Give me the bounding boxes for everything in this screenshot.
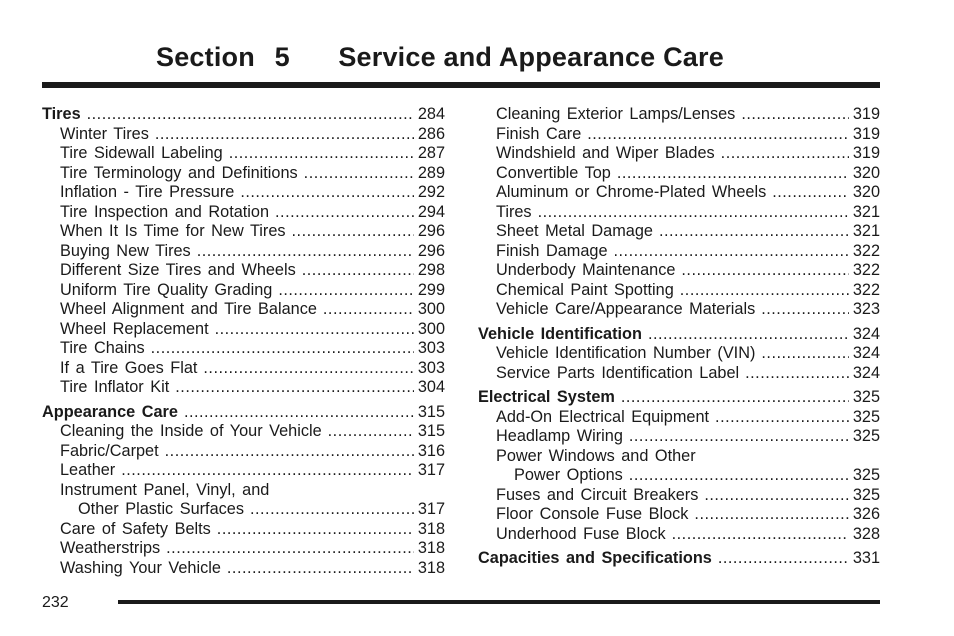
- toc-entry[interactable]: [42, 422, 445, 442]
- dot-leader: [718, 549, 849, 569]
- dot-leader: [151, 339, 414, 359]
- toc-entry-page: 315: [417, 402, 445, 421]
- section-word: Section: [156, 42, 255, 72]
- toc-left-column: [42, 105, 445, 578]
- toc-entry-page: 296: [417, 241, 445, 260]
- toc-entry-label: Vehicle Care/Appearance Materials: [496, 300, 756, 318]
- toc-entry-page: 319: [852, 124, 880, 143]
- toc-entry[interactable]: [42, 261, 445, 281]
- toc-entry-page: 317: [417, 461, 445, 479]
- dot-leader: [278, 281, 414, 301]
- toc-entry[interactable]: [42, 300, 445, 320]
- toc-entry-label: Washing Your Vehicle: [60, 558, 221, 577]
- toc-entry-page: 324: [852, 324, 880, 343]
- toc-entry-page: 323: [852, 300, 880, 318]
- toc-entry[interactable]: [478, 125, 880, 145]
- toc-entry-label: Weatherstrips: [60, 539, 161, 557]
- toc-entry-label: Tires: [42, 105, 81, 123]
- toc-entry-page: 331: [852, 549, 880, 567]
- toc-entry-page: 326: [852, 505, 880, 523]
- dot-leader: [184, 403, 414, 423]
- dot-leader: [659, 222, 849, 242]
- toc-entry-label: Windshield and Wiper Blades: [496, 144, 715, 162]
- dot-leader: [323, 300, 414, 320]
- toc-entry-label: Convertible Top: [496, 163, 611, 182]
- toc-entry[interactable]: [42, 125, 445, 145]
- toc-entry-page: 325: [852, 388, 880, 406]
- toc-entry-page: 320: [852, 163, 880, 182]
- toc-entry-page: 325: [852, 427, 880, 445]
- dot-leader: [227, 559, 414, 579]
- toc-entry[interactable]: [478, 505, 880, 525]
- toc-entry-label: Headlamp Wiring: [496, 427, 623, 445]
- toc-entry[interactable]: [478, 105, 880, 125]
- toc-entry-label: Instrument Panel, Vinyl, and: [60, 480, 270, 499]
- toc-entry-label: Care of Safety Belts: [60, 519, 211, 538]
- toc-entry[interactable]: [42, 500, 445, 520]
- toc-heading-entry[interactable]: [478, 549, 880, 569]
- dot-leader: [681, 261, 848, 281]
- dot-leader: [680, 281, 849, 301]
- toc-entry-page: 324: [852, 363, 880, 382]
- toc-entry[interactable]: [478, 222, 880, 242]
- toc-right-column: [478, 105, 880, 569]
- dot-leader: [704, 486, 848, 506]
- toc-entry-label: Tire Inspection and Rotation: [60, 202, 270, 221]
- toc-entry-label: Winter Tires: [60, 124, 149, 143]
- toc-entry[interactable]: [42, 481, 445, 501]
- toc-entry[interactable]: [478, 447, 880, 467]
- dot-leader: [275, 203, 414, 223]
- dot-leader: [761, 300, 849, 320]
- dot-leader: [629, 427, 849, 447]
- toc-entry-label: Tire Chains: [60, 339, 145, 357]
- dot-leader: [617, 164, 849, 184]
- toc-entry[interactable]: [42, 320, 445, 340]
- section-number: 5: [274, 42, 290, 72]
- toc-entry-label: Appearance Care: [42, 402, 178, 421]
- dot-leader: [240, 183, 414, 203]
- toc-entry-page: 284: [417, 105, 445, 123]
- toc-entry-page: 318: [417, 519, 445, 538]
- toc-entry-label: When It Is Time for New Tires: [60, 222, 286, 240]
- toc-entry-label: Buying New Tires: [60, 241, 191, 260]
- toc-entry-page: 315: [417, 422, 445, 440]
- dot-leader: [745, 364, 849, 384]
- dot-leader: [217, 520, 414, 540]
- dot-leader: [304, 164, 414, 184]
- toc-entry[interactable]: [478, 183, 880, 203]
- toc-entry-label: Fabric/Carpet: [60, 441, 159, 460]
- toc-entry-label: Cleaning Exterior Lamps/Lenses: [496, 105, 736, 123]
- toc-entry[interactable]: [42, 461, 445, 481]
- toc-entry-page: 325: [852, 485, 880, 504]
- toc-entry[interactable]: [42, 144, 445, 164]
- toc-entry[interactable]: [478, 466, 880, 486]
- dot-leader: [694, 505, 848, 525]
- toc-heading-entry[interactable]: [478, 388, 880, 408]
- toc-entry[interactable]: [478, 427, 880, 447]
- toc-entry-page: 325: [852, 407, 880, 426]
- toc-entry-page: 321: [852, 202, 880, 221]
- toc-entry-label: Tire Sidewall Labeling: [60, 144, 223, 162]
- toc-entry-label: If a Tire Goes Flat: [60, 358, 198, 377]
- toc-entry[interactable]: [478, 144, 880, 164]
- toc-entry-label: Power Windows and Other: [496, 446, 696, 465]
- dot-leader: [175, 378, 414, 398]
- dot-leader: [203, 359, 413, 379]
- toc-entry-label: Underhood Fuse Block: [496, 524, 666, 543]
- toc-entry-page: 322: [852, 241, 880, 260]
- toc-entry-label: Cleaning the Inside of Your Vehicle: [60, 422, 322, 440]
- toc-entry-label: Fuses and Circuit Breakers: [496, 485, 699, 504]
- dot-leader: [165, 442, 414, 462]
- toc-entry-label: Power Options: [514, 466, 623, 484]
- toc-entry-page: 296: [417, 222, 445, 240]
- dot-leader: [166, 539, 414, 559]
- toc-entry[interactable]: [42, 339, 445, 359]
- header-rule: [42, 82, 880, 88]
- toc-heading-entry[interactable]: [42, 105, 445, 125]
- toc-entry-label: Finish Care: [496, 124, 582, 143]
- dot-leader: [761, 344, 848, 364]
- toc-entry-label: Chemical Paint Spotting: [496, 280, 674, 299]
- toc-entry-label: Other Plastic Surfaces: [78, 500, 244, 518]
- toc-entry-label: Sheet Metal Damage: [496, 222, 653, 240]
- toc-entry-label: Add-On Electrical Equipment: [496, 407, 710, 426]
- dot-leader: [302, 261, 414, 281]
- toc-entry-page: 289: [417, 163, 445, 182]
- toc-entry-label: Finish Damage: [496, 241, 608, 260]
- page-number: 232: [42, 594, 69, 611]
- dot-leader: [672, 525, 849, 545]
- toc-entry-page: 317: [417, 500, 445, 518]
- toc-entry-page: 303: [417, 339, 445, 357]
- toc-entry[interactable]: [478, 281, 880, 301]
- toc-entry-page: 300: [417, 319, 445, 338]
- toc-entry[interactable]: [42, 559, 445, 579]
- toc-entry[interactable]: [42, 222, 445, 242]
- toc-entry-label: Vehicle Identification Number (VIN): [496, 344, 756, 362]
- toc-entry[interactable]: [478, 486, 880, 506]
- toc-entry-label: Wheel Replacement: [60, 319, 209, 338]
- toc-entry[interactable]: [42, 539, 445, 559]
- toc-entry-label: Underbody Maintenance: [496, 261, 676, 279]
- toc-entry[interactable]: [42, 203, 445, 223]
- toc-heading-entry[interactable]: [42, 403, 445, 423]
- toc-entry-label: Capacities and Specifications: [478, 549, 712, 567]
- dot-leader: [155, 125, 414, 145]
- toc-entry-page: 303: [417, 358, 445, 377]
- toc-entry[interactable]: [478, 261, 880, 281]
- dot-leader: [741, 105, 849, 125]
- dot-leader: [648, 325, 849, 345]
- toc-entry[interactable]: [42, 281, 445, 301]
- section-title: [156, 42, 724, 73]
- toc-entry-label: Electrical System: [478, 388, 615, 406]
- toc-entry-page: 318: [417, 539, 445, 557]
- toc-entry-page: 299: [417, 280, 445, 299]
- toc-entry-page: 320: [852, 183, 880, 201]
- section-heading: Service and Appearance Care: [338, 42, 724, 72]
- toc-entry-page: 319: [852, 105, 880, 123]
- toc-entry[interactable]: [42, 183, 445, 203]
- toc-entry[interactable]: [478, 164, 880, 184]
- dot-leader: [721, 144, 849, 164]
- dot-leader: [197, 242, 414, 262]
- dot-leader: [621, 388, 849, 408]
- toc-entry-page: 322: [852, 280, 880, 299]
- dot-leader: [614, 242, 849, 262]
- toc-entry[interactable]: [42, 242, 445, 262]
- dot-leader: [215, 320, 414, 340]
- dot-leader: [715, 408, 849, 428]
- toc-entry[interactable]: [478, 344, 880, 364]
- toc-entry-label: Vehicle Identification: [478, 324, 642, 343]
- toc-entry[interactable]: [478, 300, 880, 320]
- dot-leader: [250, 500, 414, 520]
- toc-entry-label: Tire Terminology and Definitions: [60, 163, 298, 182]
- toc-entry[interactable]: [478, 364, 880, 384]
- toc-entry-label: Wheel Alignment and Tire Balance: [60, 300, 317, 318]
- toc-entry-page: 286: [417, 124, 445, 143]
- toc-entry-label: Different Size Tires and Wheels: [60, 261, 296, 279]
- dot-leader: [538, 203, 849, 223]
- toc-entry-page: 298: [417, 261, 445, 279]
- toc-heading-entry[interactable]: [478, 325, 880, 345]
- toc-entry-page: 304: [417, 378, 445, 396]
- toc-entry-label: Tire Inflator Kit: [60, 378, 170, 396]
- dot-leader: [629, 466, 849, 486]
- toc-entry-label: Service Parts Identification Label: [496, 363, 740, 382]
- toc-entry-label: Inflation - Tire Pressure: [60, 183, 235, 201]
- toc-entry-label: Aluminum or Chrome-Plated Wheels: [496, 183, 767, 201]
- toc-entry-page: 294: [417, 202, 445, 221]
- dot-leader: [772, 183, 849, 203]
- toc-entry[interactable]: [478, 408, 880, 428]
- toc-entry[interactable]: [42, 442, 445, 462]
- footer-rule: [118, 600, 880, 604]
- toc-entry-label: Tires: [496, 202, 532, 221]
- dot-leader: [292, 222, 414, 242]
- toc-entry-page: 287: [417, 144, 445, 162]
- toc-entry-page: 319: [852, 144, 880, 162]
- toc-entry[interactable]: [478, 203, 880, 223]
- dot-leader: [328, 422, 414, 442]
- toc-entry[interactable]: [42, 164, 445, 184]
- dot-leader: [587, 125, 849, 145]
- toc-entry-page: 321: [852, 222, 880, 240]
- toc-entry-page: 300: [417, 300, 445, 318]
- toc-entry-label: Leather: [60, 461, 116, 479]
- toc-entry-page: 328: [852, 524, 880, 543]
- dot-leader: [121, 461, 414, 481]
- toc-entry-page: 316: [417, 441, 445, 460]
- toc-entry[interactable]: [42, 378, 445, 398]
- toc-entry[interactable]: [42, 359, 445, 379]
- toc-entry-page: 318: [417, 558, 445, 577]
- toc-entry-page: 325: [852, 466, 880, 484]
- toc-entry[interactable]: [478, 242, 880, 262]
- toc-entry-page: 324: [852, 344, 880, 362]
- toc-entry-label: Uniform Tire Quality Grading: [60, 280, 273, 299]
- toc-entry[interactable]: [478, 525, 880, 545]
- toc-entry-page: 322: [852, 261, 880, 279]
- toc-entry-page: 292: [417, 183, 445, 201]
- toc-entry[interactable]: [42, 520, 445, 540]
- toc-entry-label: Floor Console Fuse Block: [496, 505, 689, 523]
- dot-leader: [87, 105, 414, 125]
- dot-leader: [229, 144, 414, 164]
